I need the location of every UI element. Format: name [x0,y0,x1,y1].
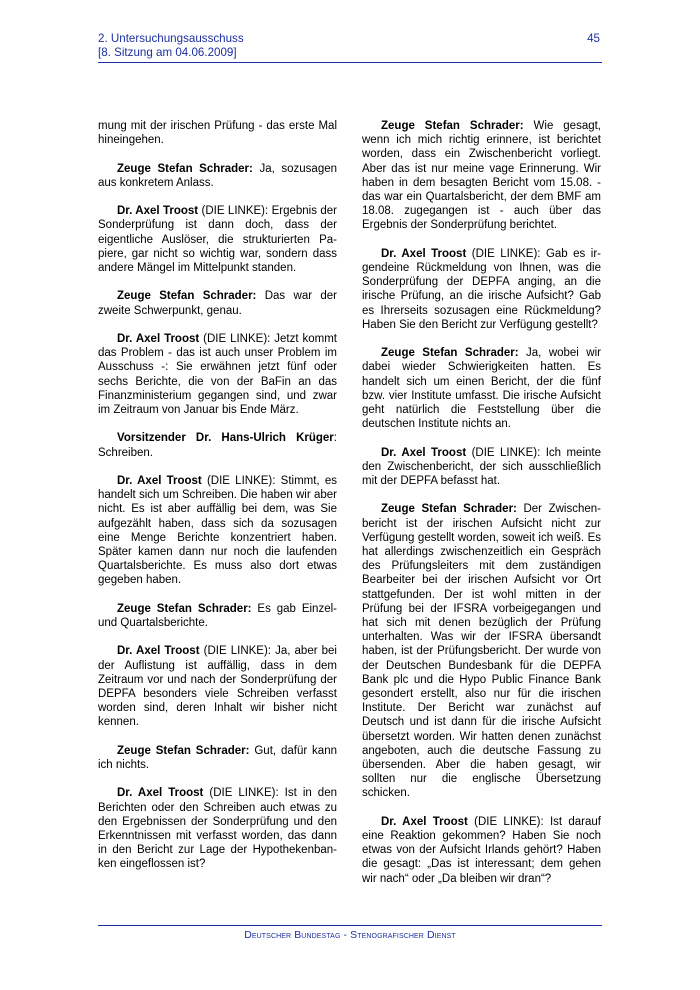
speaker-affiliation: (DIE LINKE): [467,815,544,828]
transcript-paragraph [362,119,601,233]
transcript-paragraph [98,332,337,417]
page-number: 45 [587,32,600,45]
speaker-affiliation: (DIE LINKE): [199,645,271,658]
speaker-name: Dr. Axel Troost [117,332,200,345]
committee-title: 2. Untersuchungsausschuss [98,32,244,45]
speaker-affiliation: (DIE LINKE): [466,247,541,260]
speaker-affiliation: (DIE LINKE): [199,332,271,345]
speaker-name: Zeuge Stefan Schrader: [381,347,519,360]
transcript-paragraph [362,815,601,886]
speaker-name: Dr. Axel Troost [381,446,467,459]
speaker-name: Dr. Axel Troost [117,474,202,487]
paragraph-text: Ist in den Berichten oder den Schreiben auch etwas zu den Ergebnissen der Sonderprüfung und den Erkenntnissen mit verfasst worden, das dann in den Bericht zur Lage der Hypothekenbanken eingeflossen ist? [98,787,337,871]
speaker-affiliation: (DIE LINKE): [201,474,276,487]
transcript-paragraph [362,446,601,489]
transcript-paragraph [98,786,337,871]
transcript-paragraph [98,744,337,772]
speaker-name: Vorsitzender Dr. Hans-Ulrich Krüger [117,432,334,445]
speaker-name: Dr. Axel Troost [381,247,467,260]
paragraph-text: Ja, aber bei der Auflistung ist auffällig, dass in dem Zeitraum vor und nach der Sonderprüfung der DEPFA besonders viele Schreiben verfasst worden sind, deren Inhalt wir bisher nicht kennen. [98,645,337,729]
speaker-affiliation: (DIE LINKE): [466,446,541,459]
transcript-paragraph [362,502,601,800]
paragraph-text: Stimmt, es handelt sich um Schreiben. Die haben wir aber nicht. Es ist aber auffällig bei dem, was Sie aufgezählt haben, dass sich da sozusagen eine Menge Berichte konzentriert haben. Später kamen dann nur noch die laufenden Quartalsberichte. Es muss also dort etwas gegeben haben. [98,474,337,587]
speaker-affiliation: (DIE LINKE): [198,205,269,218]
speaker-affiliation: (DIE LINKE): [203,787,279,800]
speaker-name: Zeuge Stefan Schrader: [381,503,517,516]
paragraph-text: Gab es irgendeine Rückmeldung von Ihnen, was die Sonderprüfung der DEPFA anging, an die irische Prüfung, an die irische Aufsicht? Gab es Ihrerseits sozusagen eine Rückmeldung? Haben Sie den Bericht zur Verfügung gestellt? [362,247,601,331]
transcript-paragraph [362,247,601,332]
paragraph-text: Ergebnis der Sonderprüfung ist dann doch, dass der eigentliche Auslöser, die strukturierten Papiere, gar nicht so wichtig war, sondern dass andere Mängel im Mittelpunkt standen. [98,205,337,274]
speaker-name: Dr. Axel Troost [117,787,204,800]
speaker-name: Zeuge Stefan Schrader: [117,602,252,615]
paragraph-text: Ja, sozusagen aus konkretem Anlass. [98,162,338,189]
paragraph-text: Der Zwischenbericht ist der irischen Aufsicht nicht zur Verfügung gestellt worden, soweit ich weiß. Es hat allerdings zwischenzeitlich ein Gespräch des Prüfungsleiters mit dem zuständigen Bearbeiter bei der irischen Aufsicht vor Ort stattgefunden. Der ist wohl mitten in der Prüfung bei der IFSRA vorbeigegangen und hat sich mit denen bezüglich der Prüfung unterhalten. Was wir der IFSRA übersandt haben, ist der Prüfungsbericht. Der wurde von der Deutschen Bundesbank für die DEPFA Bank plc und die Hypo Public Finance Bank gesondert erstellt, also nur für die irischen Institute. Der Bericht war zunächst auf Deutsch und ist dann für die irische Aufsicht übersetzt worden. Wir hatten denen zunächst angeboten, auch die deutsche Fassung zu übersenden. Aber die haben gesagt, wir sollten nur die englische Übersetzung schicken. [362,503,601,800]
speaker-name: Dr. Axel Troost [381,815,468,828]
speaker-name: Zeuge Stefan Schrader: [117,290,257,303]
transcript-paragraph [98,431,337,459]
transcript-paragraph [98,204,337,275]
speaker-name: Dr. Axel Troost [117,205,199,218]
speaker-name: Zeuge Stefan Schrader: [381,120,524,132]
paragraph-text: Das war der zweite Schwerpunkt, genau. [98,290,338,317]
transcript-paragraph [98,289,337,317]
paragraph-text: Wie gesagt, wenn ich mich richtig erinnere, ist berichtet worden, dass ein Zwischenbericht vorliegt. Aber das ist nur meine vage Erinnerung. Wir haben in dem besagten Bericht vom 15.08. - das war ein Quartalsbericht, der dem BMF am 18.08. zugegangen ist - auch über das Ergebnis der Sonderprüfung berichtet. [362,120,602,232]
header-divider [98,62,602,63]
transcript-paragraph [98,119,337,147]
speaker-name: Zeuge Stefan Schrader: [117,744,250,757]
transcript-paragraph [362,346,601,431]
transcript-paragraph [98,602,337,630]
footer-divider [98,925,602,926]
transcript-paragraph [98,474,337,588]
right-column [362,119,601,900]
speaker-name: Zeuge Stefan Schrader: [117,162,253,175]
paragraph-text: Ich meinte den Zwischenbericht, der sich ausschließlich mit der DEPFA befasst hat. [362,446,601,488]
left-column [98,119,337,886]
page-footer: Deutscher Bundestag - Stenografischer Dienst [244,929,456,941]
paragraph-text: Ja, wobei wir dabei wieder Schwierigkeiten hatten. Es handelt sich um einen Bericht, der die fünf bzw. vier Institute umfasst. Die irische Aufsicht geht natürlich die Feststellung über die deutschen Institute nichts an. [362,347,601,431]
paragraph-text: Es gab Einzel- und Quartalsberichte. [98,602,337,629]
paragraph-text: Jetzt kommt das Problem - das ist auch unser Problem im Ausschuss -: Sie erwähnen jetzt fünf oder sechs Berichte, die von der BaFin an das Finanzministerium gegangen sind, und zwar im Zeitraum von Januar bis Ende März. [98,332,337,416]
paragraph-text: Ist darauf eine Reaktion gekommen? Haben Sie noch etwas von der Aufsicht Irlands gehört? Haben die gesagt: „Das ist interessant; dem gehen wir nach“ oder „Da bleiben wir dran“? [362,815,601,885]
paragraph-text: mung mit der irischen Prüfung - das erste Mal hineingehen. [98,120,337,147]
speaker-affiliation: : [333,432,337,445]
speaker-name: Dr. Axel Troost [117,645,200,658]
transcript-paragraph [98,162,337,190]
transcript-paragraph [98,644,337,729]
paragraph-text: Gut, dafür kann ich nichts. [98,744,337,771]
session-info: [8. Sitzung am 04.06.2009] [98,46,237,59]
paragraph-text: Schreiben. [98,446,153,459]
